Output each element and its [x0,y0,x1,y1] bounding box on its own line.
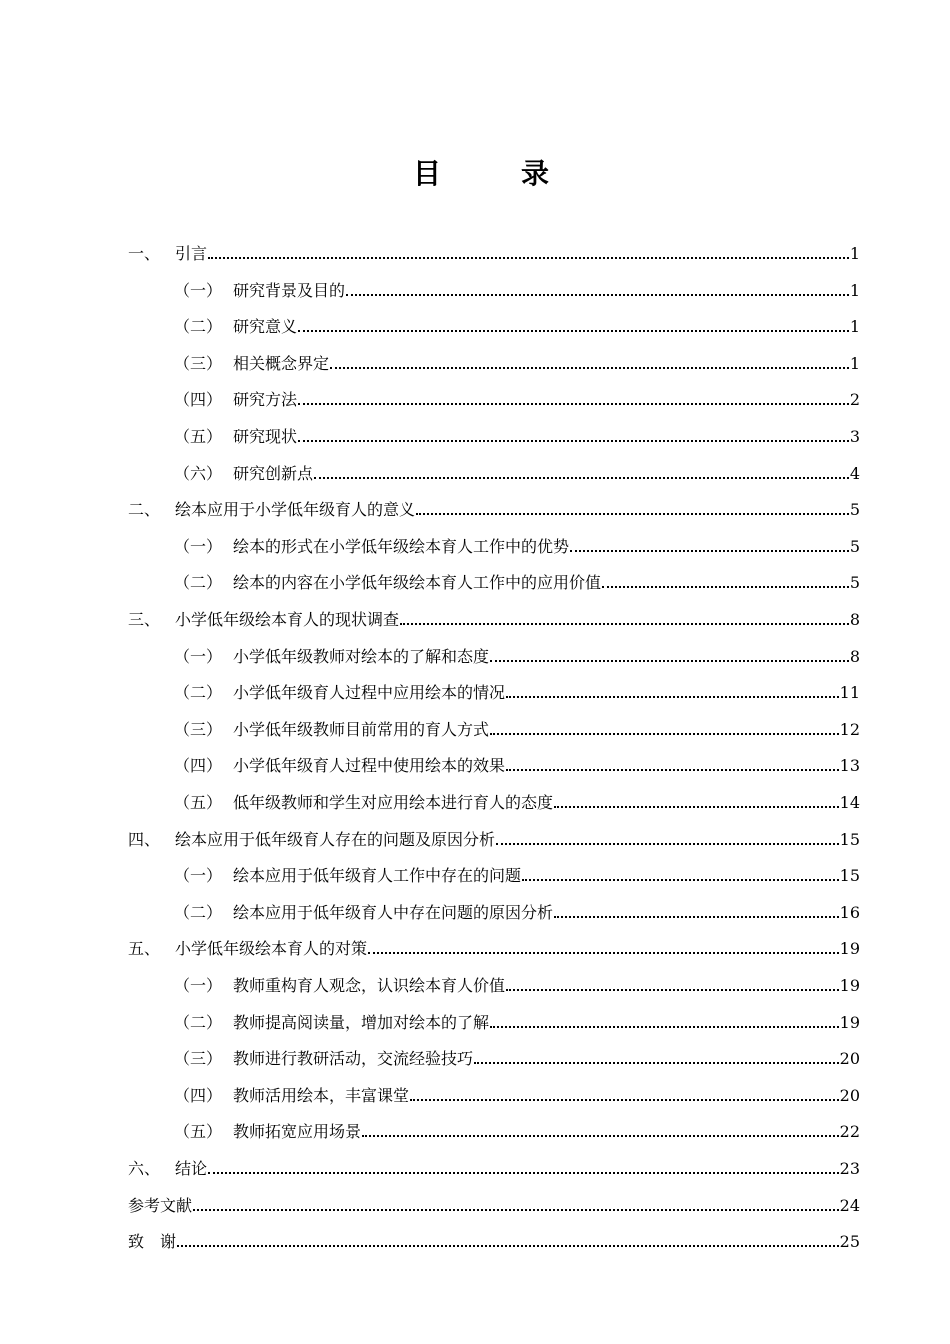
toc-entry-chapter[interactable] [128,935,860,959]
toc-entry-page-number: 20 [839,1049,860,1069]
dot-leader [298,330,849,332]
toc-entry-page-number: 19 [839,939,860,959]
toc-entry-number: （四） [174,390,223,410]
toc-entry-page-number: 8 [849,646,860,666]
dot-leader [496,843,839,845]
toc-entry-page-number: 19 [839,976,860,995]
toc-entry-section[interactable] [174,350,860,374]
dot-leader [177,1245,839,1247]
toc-entry-title: 绘本应用于小学低年级育人的意义 [175,500,416,520]
toc-entry-chapter[interactable] [128,1192,860,1216]
toc-entry-section[interactable] [174,862,860,886]
toc-entry-page-number: 4 [849,463,860,483]
dot-leader [346,294,849,296]
dot-leader [506,989,839,991]
toc-entry-number: （一） [174,536,223,556]
dot-leader [416,513,849,515]
toc-entry-page-number: 3 [849,427,860,446]
toc-entry-title: 小学低年级绘本育人的现状调查 [175,610,400,629]
dot-leader [602,586,849,588]
toc-entry-number: （二） [174,1012,223,1032]
dot-leader [330,367,849,369]
toc-entry-number: （一） [174,866,223,886]
toc-entry-title: 小学低年级绘本育人的对策 [175,939,368,959]
toc-entry-page-number: 2 [849,390,860,410]
toc-entry-page-number: 15 [839,866,860,886]
toc-entry-number: （一） [174,646,223,666]
toc-entry-section[interactable] [174,1082,860,1106]
dot-leader [506,696,839,698]
toc-entry-number: 二、 [128,500,161,520]
toc-entry-chapter[interactable] [128,1155,860,1179]
toc-entry-title: 绘本的内容在小学低年级绘本育人工作中的应用价值 [233,573,602,593]
toc-entry-section[interactable] [174,643,860,667]
toc-entry-page-number: 1 [849,353,860,373]
toc-entry-page-number: 23 [839,1159,860,1178]
toc-entry-title: 教师活用绘本，丰富课堂 [233,1085,410,1105]
toc-entry-title: 绘本的形式在小学低年级绘本育人工作中的优势 [233,536,570,556]
toc-entry-page-number: 5 [849,573,860,593]
toc-entry-title: 低年级教师和学生对应用绘本进行育人的态度 [233,793,554,812]
toc-entry-page-number: 14 [839,793,860,812]
toc-entry-number: （三） [174,1049,223,1069]
toc-entry-title: 相关概念界定 [233,353,330,373]
toc-entry-number: （五） [174,1122,223,1142]
toc-entry-section[interactable] [174,752,860,776]
toc-entry-number: （一） [174,280,223,300]
toc-entry-page-number: 25 [839,1232,860,1252]
toc-entry-title: 小学低年级教师对绘本的了解和态度 [233,646,490,666]
toc-entry-number: 四、 [128,829,161,849]
toc-entry-page-number: 19 [839,1012,860,1032]
dot-leader [314,477,849,479]
dot-leader [570,550,849,552]
toc-entry-number: （二） [174,683,223,703]
toc-entry-title: 研究意义 [233,317,298,337]
page-title: 目 录 [412,157,575,190]
toc-entry-title: 研究现状 [233,427,298,446]
toc-entry-page-number: 12 [839,719,860,739]
dot-leader [474,1062,839,1064]
toc-entry-title: 研究方法 [233,390,298,410]
dot-leader [554,806,839,808]
toc-entry-section[interactable] [174,972,860,996]
toc-entry-section[interactable] [174,1045,860,1069]
toc-entry-chapter[interactable] [128,826,860,850]
dot-leader [208,1172,839,1174]
toc-entry-number: 一、 [128,244,161,263]
toc-entry-section[interactable] [174,1118,860,1142]
toc-entry-number: （四） [174,756,223,776]
toc-entry-chapter[interactable] [128,606,860,630]
toc-entry-title: 绘本应用于低年级育人中存在问题的原因分析 [233,902,554,922]
toc-entry-page-number: 5 [849,500,860,520]
toc-entry-number: （一） [174,976,223,995]
toc-entry-number: （三） [174,719,223,739]
dot-leader [554,916,839,918]
toc-entry-number: 六、 [128,1159,161,1178]
toc-entry-number: 三、 [128,610,161,629]
toc-entry-title: 小学低年级育人过程中应用绘本的情况 [233,683,506,703]
toc-entry-page-number: 1 [849,280,860,300]
toc-entry-title: 教师提高阅读量，增加对绘本的了解 [233,1012,490,1032]
toc-entry-section[interactable] [174,679,860,703]
toc-entry-number: （四） [174,1085,223,1105]
toc-entry-section[interactable] [174,460,860,484]
toc-entry-number: （五） [174,427,223,446]
dot-leader [298,440,849,442]
toc-entry-number: （三） [174,353,223,373]
toc-entry-section[interactable] [174,569,860,593]
toc-entry-section[interactable] [174,899,860,923]
dot-leader [400,623,849,625]
toc-entry-chapter[interactable] [128,1228,860,1252]
dot-leader [410,1099,839,1101]
toc-entry-title: 小学低年级育人过程中使用绘本的效果 [233,756,506,776]
toc-entry-page-number: 8 [849,610,860,629]
toc-entry-chapter[interactable] [128,240,860,264]
toc-entry-title: 引言 [175,244,208,263]
toc-entry-section[interactable] [174,313,860,337]
toc-entry-page-number: 16 [839,902,860,922]
toc-entry-page-number: 13 [839,756,860,776]
toc-entry-number: （六） [174,463,223,483]
toc-entry-number: 五、 [128,939,161,959]
toc-entry-title: 小学低年级教师目前常用的育人方式 [233,719,490,739]
toc-entry-page-number: 1 [849,317,860,337]
toc-entry-title: 绘本应用于低年级育人存在的问题及原因分析 [175,829,496,849]
toc-entry-chapter[interactable] [128,496,860,520]
dot-leader [506,769,839,771]
toc-entry-title: 结论 [175,1159,208,1178]
toc-entry-number: （五） [174,793,223,812]
dot-leader [208,257,849,259]
dot-leader [490,660,849,662]
toc-entry-title: 致 谢 [128,1232,177,1252]
toc-entry-title: 研究背景及目的 [233,280,346,300]
toc-entry-page-number: 15 [839,829,860,849]
toc-entry-section[interactable] [174,789,860,813]
toc-entry-page-number: 22 [839,1122,860,1142]
toc-entry-page-number: 11 [839,683,860,703]
toc-entry-page-number: 1 [849,244,860,263]
dot-leader [490,733,839,735]
dot-leader [362,1135,839,1137]
dot-leader [298,403,849,405]
dot-leader [368,952,839,954]
toc-entry-section[interactable] [174,533,860,557]
toc-entry-title: 研究创新点 [233,463,314,483]
toc-entry-section[interactable] [174,1009,860,1033]
toc-entry-title: 绘本应用于低年级育人工作中存在的问题 [233,866,522,886]
toc-entry-page-number: 20 [839,1085,860,1105]
toc-entry-page-number: 24 [839,1195,860,1215]
toc-entry-number: （二） [174,902,223,922]
toc-entry-title: 教师重构育人观念，认识绘本育人价值 [233,976,506,995]
dot-leader [490,1026,839,1028]
dot-leader [193,1209,839,1211]
toc-entry-title: 参考文献 [128,1195,193,1215]
toc-entry-number: （二） [174,573,223,593]
toc-entry-section[interactable] [174,277,860,301]
dot-leader [522,879,839,881]
toc-entry-section[interactable] [174,716,860,740]
toc-entry-number: （二） [174,317,223,337]
toc-entry-section[interactable] [174,423,860,447]
toc-entry-page-number: 5 [849,536,860,556]
toc-entry-title: 教师进行教研活动，交流经验技巧 [233,1049,474,1069]
toc-entry-section[interactable] [174,386,860,410]
toc-entry-title: 教师拓宽应用场景 [233,1122,362,1142]
